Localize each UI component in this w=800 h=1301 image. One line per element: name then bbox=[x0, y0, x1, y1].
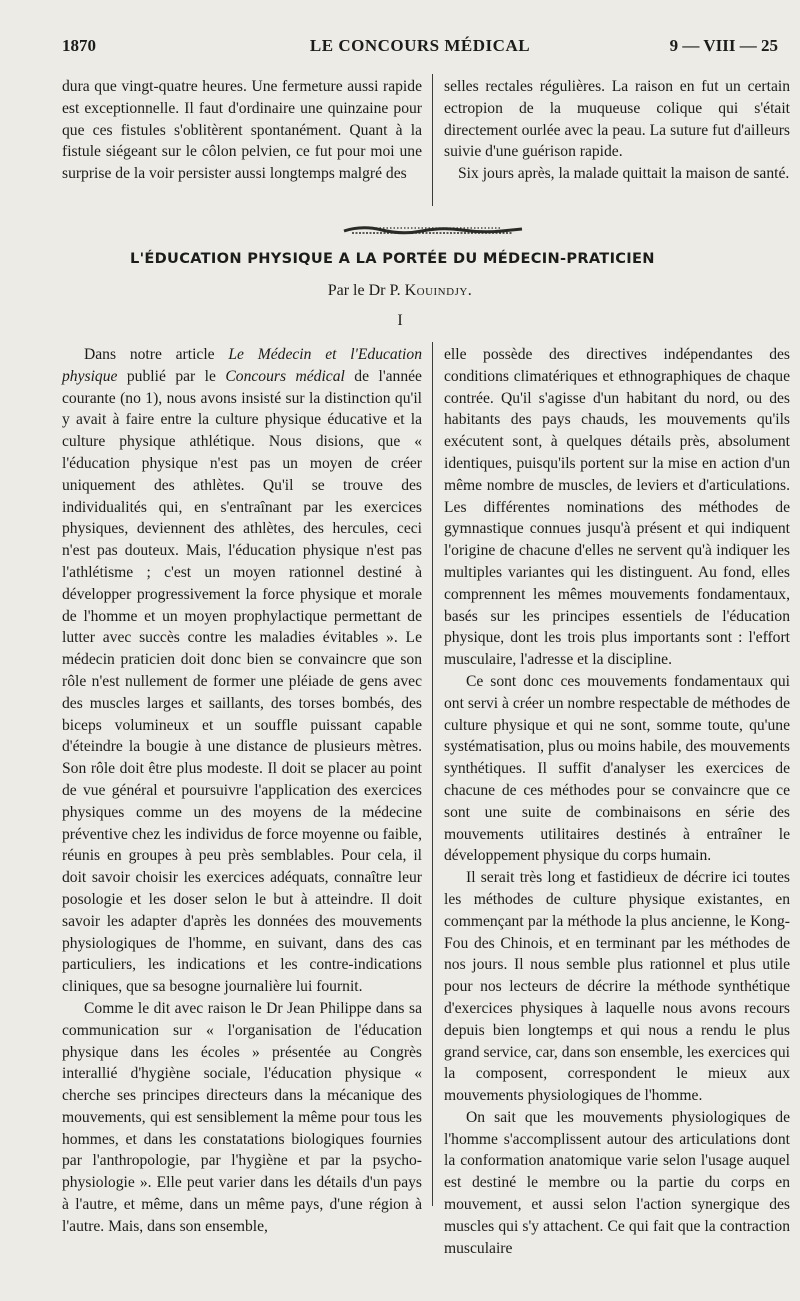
prev-article-left-column bbox=[62, 76, 422, 185]
paragraph: elle possède des directives indépendantes des conditions climatériques et ethnographiques de chaque contrée. Qu'il s'agisse d'un habitant du nord, ou des habitants des pays chauds, les mouvements qu'ils exécutent sont, à quelques détails près, absolument identiques, puisqu'ils portent sur la mise en action d'un même nombre de muscles, de leviers et d'articulations. Les différentes nominations des méthodes de gymnastique connues jusqu'à présent et qui indiquent l'origine de chacune d'elles ne servent qu'à indiquer les multiples variantes qui les distinguent. Au fond, elles comprennent les mêmes mouvements fondamentaux, basés sur les principes essentiels de l'éducation physique, dont les trois plus importants sont : l'effort musculaire, l'adresse et la discipline. bbox=[444, 346, 790, 669]
paragraph: On sait que les mouvements physiologiques de l'homme s'accomplissent autour des articulations dont la conformation anatomique varie selon l'usage auquel est destiné le membre ou la partie du corps en mouvement, et aussi selon l'action synergique des muscles qui s'y attachent. Ce qui fait que la contraction musculaire bbox=[444, 1108, 790, 1257]
paragraph: Il serait très long et fastidieux de décrire ici toutes les méthodes de culture physique existantes, en commençant par la méthode la plus ancienne, le Kong-Fou des Chinois, et en terminant par les méthodes de nos jours. Il nous semble plus rationnel et plus utile pour nos lecteurs de décrire la méthode synthétique d'exercices physiques à laquelle nous avons recours depuis bien longtemps et qui nous a rendu le plus grand service, car, dans son ensemble, les exercices qui la composent, correspondent le mieux aux mouvements physiologiques de l'homme. bbox=[444, 869, 790, 1105]
column-divider bbox=[432, 74, 433, 206]
author-name: Kouindjy. bbox=[404, 282, 473, 299]
section-number: I bbox=[397, 312, 403, 329]
running-header bbox=[62, 36, 778, 58]
paragraph: Six jours après, la malade quittait la maison de santé. bbox=[458, 165, 790, 183]
paragraph: Comme le dit avec raison le Dr Jean Philippe dans sa communication sur « l'organisation de l'éducation physique dans les écoles » présentée au Congrès interallié d'hygiène sociale, l'éducation physique « cherche ses principes directeurs dans la mécanique des mouvements, qui est sensiblement la même pour tous les hommes, et dans les constatations biologiques fournies par l'anthropologie, par l'hygiène et par la psycho-physiologie ». Elle peut varier dans les détails d'un pays à l'autre, et même, dans un même pays, d'une région à l'autre. Mais, dans son ensemble, bbox=[62, 999, 422, 1235]
page-number: 1870 bbox=[62, 36, 96, 55]
article-right-column bbox=[444, 344, 790, 1259]
paragraph: dura que vingt-quatre heures. Une fermeture aussi rapide est exceptionnelle. Il faut d'ordinaire une quinzaine pour que ces fistules s'oblitèrent spontanément. Quant à la fistule siégeant sur le côlon pelvien, ce fut pour moi une surprise de la voir persister aussi longtemps malgré des bbox=[62, 78, 422, 183]
italic-title: Concours médical bbox=[225, 367, 345, 385]
journal-title: LE CONCOURS MÉDICAL bbox=[309, 36, 531, 55]
italic-title: Le Médecin et l'Education physique bbox=[62, 346, 422, 385]
article-title-text: L'ÉDUCATION PHYSIQUE A LA PORTÉE DU MÉDECIN-PRATICIEN bbox=[130, 250, 655, 267]
issue-date: 9 — VIII — 25 bbox=[669, 36, 778, 55]
text-run: Dans notre article bbox=[84, 346, 229, 363]
prev-article-right-column bbox=[444, 76, 790, 185]
paragraph bbox=[62, 344, 422, 998]
article-left-column bbox=[62, 344, 422, 1238]
section-separator-ornament bbox=[342, 224, 524, 238]
byline-prefix: Par le Dr P. bbox=[327, 282, 401, 299]
article-title bbox=[130, 250, 740, 267]
byline bbox=[0, 282, 800, 300]
paragraph: selles rectales régulières. La raison en fut un certain ectropion de la muqueuse colique qui s'était directement ourlée avec la peau. La suture fut d'ailleurs suivie d'une guérison rapide. bbox=[444, 78, 790, 161]
text-run: de l'année courante (no 1), nous avons insisté sur la distinction qu'il y avait à faire entre la culture physique éducative et la culture physique athlétique. Nous disions, que « l'éducation physique n'est pas un moyen de créer uniquement des athlètes. Qu'il se trouve des individualités qui, en s'entraînant par les exercices physiques, deviennent des athlètes, des hercules, ceci n'est pas douteux. Mais, l'éducation physique n'est pas l'athlétisme ; c'est un moyen rationnel destiné à développer progressivement la force physique et morale de l'homme et un moyen prophylactique permettant de lutter avec succès contre les maladies évitables ». Le médecin praticien doit donc bien se convaincre que son rôle n'est nullement de former une pléiade de gens avec des muscles larges et saillants, des torses bombés, des biceps volumineux et un souffle puissant capable d'éteindre la bougie à une distance de plusieurs mètres. Son rôle doit être plus modeste. Il doit se placer au point de vue général et poursuivre l'application des exercices physiques comme un des moyens de la médecine préventive chez les individus de force moyenne ou faible, réunis en groupes à peu près semblables. Pour cela, il doit savoir choisir les exercices adéquats, connaître leur posologie et les doser selon le but à atteindre. Il doit savoir les adapter d'après les données des mouvements physiologiques de l'homme, en suivant, dans des cas particuliers, les indications et les contre-indications cliniques, que sa besogne journalière lui fournit. bbox=[62, 367, 422, 996]
text-run: publié par le bbox=[117, 367, 226, 385]
column-divider bbox=[432, 342, 433, 1206]
paragraph: Ce sont donc ces mouvements fondamentaux qui ont servi à créer un nombre respectable de méthodes de culture physique et qui ne sont, somme toute, qu'une systématisation, plus ou moins habile, des mouvements synthétiques. Il suffit d'analyser les exercices de chacune de ces méthodes pour se convaincre que ce sont une suite de combinaisons en série des mouvements utilitaires destinés à entraîner le développement physique du corps humain. bbox=[444, 672, 790, 865]
